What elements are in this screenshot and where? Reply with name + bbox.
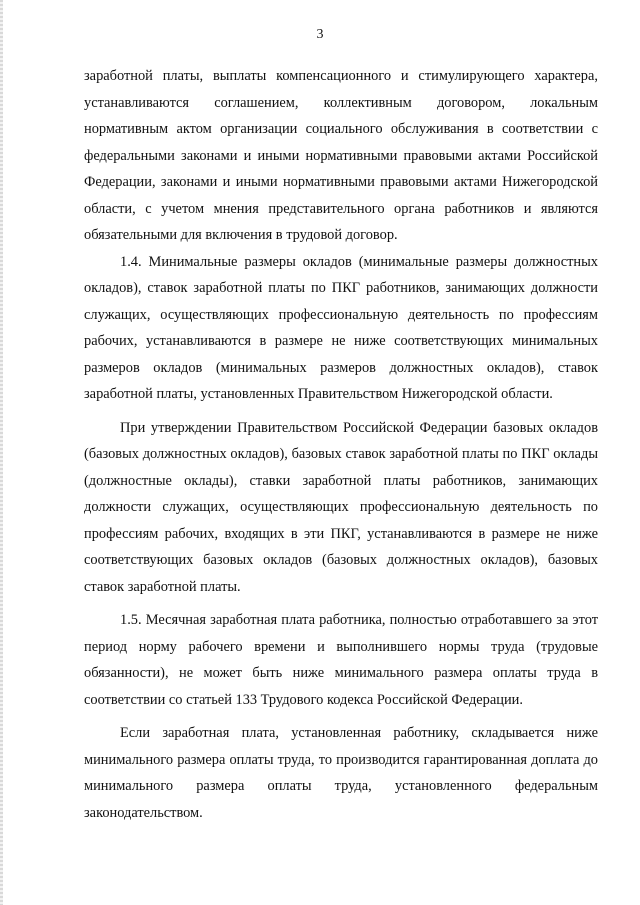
paragraph-continuation: заработной платы, выплаты компенсационного и стимулирующего характера, устанавливаются соглашением, коллективным договором, локальным нормативным актом организации социального обслуживания в соответствии с федеральными законами и иными нормативными правовыми актами Российской Федерации, законами и иными нормативными правовыми актами Нижегородской области, с учетом мнения представительного органа работников и являются обязательными для включения в трудовой договор. (84, 68, 598, 243)
scan-edge (0, 0, 3, 905)
paragraph-base-salaries: При утверждении Правительством Российской Федерации базовых окладов (базовых должностных окладов), базовых ставок заработной платы по ПКГ оклады (должностные оклады), ставки заработной платы работников, занимающих должности служащих, осуществляющих профессиональную деятельность по профессиям рабочих, входящих в эти ПКГ, устанавливаются в размере не ниже соответствующих базовых окладов (базовых должностных окладов), базовых ставок заработной платы. (84, 419, 598, 595)
document-body (84, 63, 598, 826)
paragraph-1-4: 1.4. Минимальные размеры окладов (минимальные размеры должностных окладов), ставок заработной платы по ПКГ работников, занимающих должности служащих, осуществляющих профессиональную деятельность по профессиям рабочих, устанавливаются в размере не ниже соответствующих минимальных размеров окладов (минимальных размеров должностных окладов), ставок заработной платы, установленных Правительством Нижегородской области. (84, 253, 598, 402)
paragraph-guaranteed-supplement: Если заработная плата, установленная работнику, складывается ниже минимального размера оплаты труда, то производится гарантированная доплата до минимального размера оплаты труда, установленного федеральным законодательством. (84, 725, 598, 821)
paragraph-1-5: 1.5. Месячная заработная плата работника, полностью отработавшего за этот период норму рабочего времени и выполнившего нормы труда (трудовые обязанности), не может быть ниже минимального размера оплаты труда в соответствии со статьей 133 Трудового кодекса Российской Федерации. (84, 612, 598, 708)
page-number: 3 (316, 27, 324, 42)
